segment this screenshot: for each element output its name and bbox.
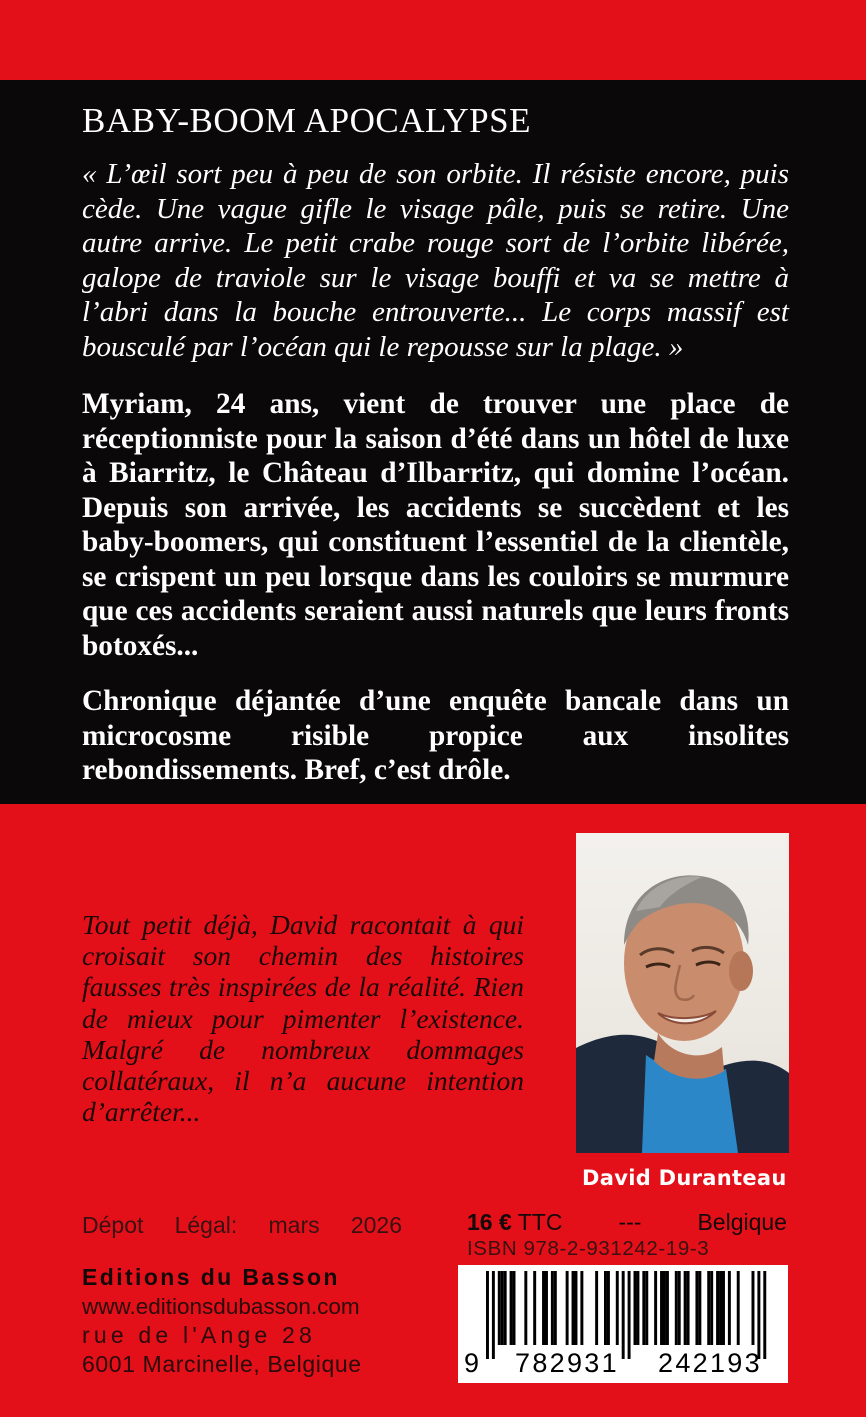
barcode-bar	[616, 1271, 619, 1345]
price-separator: ---	[618, 1209, 642, 1235]
barcode-bar	[545, 1271, 548, 1345]
publisher-name: Editions du Basson	[82, 1264, 340, 1290]
barcode-bar	[716, 1271, 719, 1345]
price-line	[467, 1209, 787, 1236]
barcode-bar	[636, 1271, 639, 1345]
chronique-paragraph: Chronique déjantée d’une enquête bancale dans un microcosme risible propice aux insolites rebondissements. Bref, c’est drôle.	[82, 685, 789, 786]
barcode-bar	[501, 1271, 504, 1345]
price: 16 €	[467, 1209, 512, 1235]
barcode-bar	[542, 1271, 545, 1345]
barcode-bar	[575, 1271, 578, 1345]
barcode-bar	[719, 1271, 722, 1345]
legal-deposit	[82, 1211, 402, 1239]
barcode-bar	[566, 1271, 569, 1345]
isbn-number: ISBN 978-2-931242-19-3	[467, 1237, 710, 1260]
barcode-bar	[763, 1271, 766, 1359]
barcode-bar	[684, 1271, 687, 1345]
barcode-bar	[533, 1271, 536, 1345]
barcode-bar	[510, 1271, 513, 1345]
barcode-bar	[752, 1271, 755, 1345]
barcode-bar	[675, 1271, 678, 1345]
barcode-bar	[722, 1271, 725, 1345]
barcode-bar	[498, 1271, 501, 1345]
barcode-bar	[757, 1271, 760, 1359]
barcode-bar	[698, 1271, 701, 1345]
barcode-bar	[580, 1271, 583, 1345]
isbn-barcode	[458, 1265, 788, 1383]
barcode-bar	[710, 1271, 713, 1345]
author-name: David Duranteau	[582, 1166, 787, 1190]
barcode-bar	[634, 1271, 637, 1345]
barcode-bar	[554, 1271, 557, 1345]
barcode-bar	[737, 1271, 740, 1345]
legal-deposit-date: mars 2026	[268, 1212, 402, 1238]
barcode-bar	[666, 1271, 669, 1345]
barcode-bar	[642, 1271, 645, 1345]
author-portrait-illustration	[576, 833, 789, 1153]
barcode-bar	[486, 1271, 489, 1359]
publisher-city: 6001 Marcinelle, Belgique	[82, 1351, 362, 1377]
synopsis-paragraph: Myriam, 24 ans, vient de trouver une place de réceptionniste pour la saison d’été dans un hôtel de luxe à Biarritz, le Château d’Ilbarritz, qui domine l’océan. Depuis son arrivée, les accidents se succèdent et les baby-boomers, qui constituent l’essentiel de la clientèle, se crispent un peu lorsque dans les couloirs se murmure que ces accidents seraient aussi naturels que leurs fronts botoxés...	[82, 388, 789, 662]
barcode-right-digits: 242193	[658, 1348, 762, 1378]
barcode-bar	[707, 1271, 710, 1345]
publisher-website: www.editionsdubasson.com	[82, 1294, 360, 1319]
barcode-bar	[524, 1271, 527, 1345]
barcode-bar	[513, 1271, 516, 1345]
barcode-bar	[492, 1271, 495, 1359]
barcode-bar	[551, 1271, 554, 1345]
barcode-bar	[663, 1271, 666, 1345]
barcode-bar	[695, 1271, 698, 1345]
legal-deposit-label: Dépot Légal:	[82, 1212, 238, 1238]
price-tax: TTC	[517, 1209, 563, 1235]
opening-quote: « L’œil sort peu à peu de son orbite. Il résiste encore, puis cède. Une vague gifle le visage pâle, puis se retire. Une autre arrive. Le petit crabe rouge sort de l’orbite libérée, galope de traviole sur le visage bouffi et va se mettre à l’abri dans la bouche entrouverte... Le corps massif est bousculé par l’océan qui le repousse sur la plage. »	[82, 158, 789, 363]
barcode-bar	[678, 1271, 681, 1345]
barcode-bar	[687, 1271, 690, 1345]
barcode-bar	[604, 1271, 607, 1345]
barcode-bar	[595, 1271, 598, 1345]
barcode-bar	[504, 1271, 507, 1345]
barcode-bar	[660, 1271, 663, 1345]
barcode-first-digit: 9	[464, 1348, 482, 1378]
publisher-street: rue de l'Ange 28	[82, 1322, 316, 1348]
book-title: BABY-BOOM APOCALYPSE	[82, 101, 531, 140]
author-photo	[576, 833, 789, 1153]
barcode-bar	[728, 1271, 731, 1345]
barcode-bar	[628, 1271, 631, 1359]
barcode-bar	[645, 1271, 648, 1345]
author-bio: Tout petit déjà, David racontait à qui croisait son chemin des histoires fausses très inspirées de la réalité. Rien de mieux pour pimenter l’existence. Malgré de nombreux dommages collatéraux, il n’a aucune intention d’arrêter...	[82, 909, 524, 1128]
barcode-bar	[607, 1271, 610, 1345]
price-country: Belgique	[697, 1209, 787, 1235]
barcode-left-digits: 782931	[515, 1348, 619, 1378]
barcode-bar	[622, 1271, 625, 1359]
barcode-bar	[572, 1271, 575, 1345]
barcode-bar	[654, 1271, 657, 1345]
